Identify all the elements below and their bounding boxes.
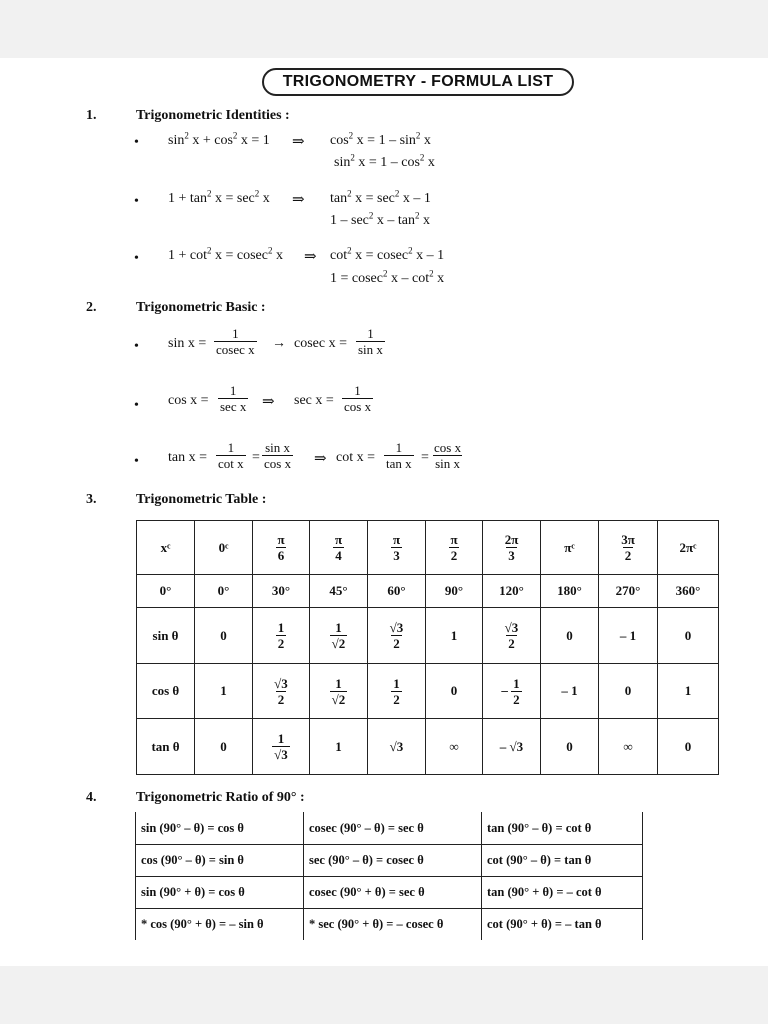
fraction: $\frac{1}{\text{sin x}}$ bbox=[358, 326, 383, 357]
section-3-title: Trigonometric Table : bbox=[136, 492, 267, 507]
radian-header-cell: $\frac{\pi}{2}$ bbox=[426, 521, 483, 575]
cos-row-cell: 0 bbox=[599, 664, 658, 719]
cos-row-cell: 1 bbox=[658, 664, 719, 719]
section-1-number: 1. bbox=[86, 108, 97, 123]
ratio-formula: cosec (90° – θ) = sec θ bbox=[309, 821, 424, 835]
ratio-formula: tan (90° + θ) = – cot θ bbox=[487, 885, 602, 899]
sin-row-cell: $\frac{1}{√2}$ bbox=[310, 608, 368, 664]
bullet: • bbox=[134, 135, 139, 150]
fraction: $\frac{1}{\text{cot x}}$ bbox=[218, 440, 244, 471]
grid-horizontal-line bbox=[135, 908, 643, 909]
fraction: $\frac{\text{cos x}}{\text{sin x}}$ bbox=[434, 440, 462, 471]
identity-3-rhs-2: 1 = cosec$^2$ x – $\cot^2 x$ bbox=[330, 268, 445, 286]
identity-2-lhs: $1 + \tan^2 x = \sec^2 x$ bbox=[168, 188, 270, 206]
degree-cell: 270° bbox=[599, 575, 658, 608]
cos-row-label-cell: cos θ bbox=[137, 664, 195, 719]
degree-cell: 120° bbox=[483, 575, 541, 608]
tan-row-label-cell: tan θ bbox=[137, 719, 195, 775]
degree-cell: 0° bbox=[137, 575, 195, 608]
tan-row-cell: ∞ bbox=[426, 719, 483, 775]
identity-2-rhs-2: $1 - \sec^2 x - \tan^2 x$ bbox=[330, 210, 430, 228]
ratio-formula: sin (90° – θ) = cos θ bbox=[141, 821, 244, 835]
cos-row-cell: 1 bbox=[195, 664, 253, 719]
ratio-formula: tan (90° – θ) = cot θ bbox=[487, 821, 592, 835]
equals: = bbox=[421, 450, 429, 465]
fraction: $\frac{\text{sin x}}{\text{cos x}}$ bbox=[264, 440, 292, 471]
identity-2-rhs-1: $\tan^2 x = \sec^2 x - 1$ bbox=[330, 188, 431, 206]
ratio-formula: sec (90° – θ) = cosec θ bbox=[309, 853, 424, 867]
degree-cell: 90° bbox=[426, 575, 483, 608]
degree-cell: 60° bbox=[368, 575, 426, 608]
implies-arrow: ⇒ bbox=[292, 192, 305, 208]
section-2-title: Trigonometric Basic : bbox=[136, 300, 266, 315]
ratio-formula: sin (90° + θ) = cos θ bbox=[141, 885, 245, 899]
tan-row-cell: 0 bbox=[541, 719, 599, 775]
ratio-formula: * cos (90° + θ) = – sin θ bbox=[141, 917, 264, 931]
document-title: TRIGONOMETRY - FORMULA LIST bbox=[282, 73, 554, 90]
cos-row-cell: $\frac{1}{2}$ bbox=[368, 664, 426, 719]
bullet: • bbox=[134, 251, 139, 266]
identity-3-rhs-1: $\cot^2 x = cosec^2$ x – 1 bbox=[330, 245, 445, 263]
identity-1-lhs: $\sin^2 x + \cos^2 x = 1$ bbox=[168, 130, 270, 148]
degree-cell: 0° bbox=[195, 575, 253, 608]
sin-lhs: sin x = bbox=[168, 336, 207, 351]
tan-row-cell: ∞ bbox=[599, 719, 658, 775]
identity-1-rhs-2: $\sin^2 x = 1 - \cos^2 x$ bbox=[334, 152, 435, 170]
tan-row-cell: 0 bbox=[658, 719, 719, 775]
fraction: $\frac{1}{\text{cosec x}}$ bbox=[216, 326, 255, 357]
fraction: $\frac{1}{\text{tan x}}$ bbox=[386, 440, 412, 471]
radian-header-cell: xᶜ bbox=[137, 521, 195, 575]
identity-3-lhs: $1 + \cot^2 x = cosec^2$ x bbox=[168, 245, 283, 263]
implies-arrow: ⇒ bbox=[262, 394, 275, 410]
bullet: • bbox=[134, 454, 139, 469]
grid-horizontal-line bbox=[135, 876, 643, 877]
tan-lhs: tan x = bbox=[168, 450, 207, 465]
section-4-title: Trigonometric Ratio of 90° : bbox=[136, 790, 305, 805]
radian-header-cell: $\frac{\pi}{6}$ bbox=[253, 521, 310, 575]
grid-horizontal-line bbox=[135, 844, 643, 845]
document-title-box bbox=[262, 68, 574, 96]
fraction: 1 sec x bbox=[220, 383, 247, 414]
sin-row-cell: $\frac{√3}{2}$ bbox=[368, 608, 426, 664]
radian-header-cell: 0ᶜ bbox=[195, 521, 253, 575]
radian-header-cell: 2πᶜ bbox=[658, 521, 719, 575]
section-3-number: 3. bbox=[86, 492, 97, 507]
cos-row-cell: – 1 bbox=[541, 664, 599, 719]
bullet: • bbox=[134, 398, 139, 413]
sin-row-cell: 0 bbox=[658, 608, 719, 664]
bullet: • bbox=[134, 194, 139, 209]
ratio-formula: cosec (90° + θ) = sec θ bbox=[309, 885, 425, 899]
implies-arrow: ⇒ bbox=[292, 134, 305, 150]
ratio-formula: cos (90° – θ) = sin θ bbox=[141, 853, 244, 867]
tan-row-cell: √3 bbox=[368, 719, 426, 775]
tan-row-cell: $\frac{1}{√3}$ bbox=[253, 719, 310, 775]
sin-row-cell: – 1 bbox=[599, 608, 658, 664]
degree-cell: 30° bbox=[253, 575, 310, 608]
radian-header-cell: πᶜ bbox=[541, 521, 599, 575]
degree-cell: 360° bbox=[658, 575, 719, 608]
ratio-formula: cot (90° + θ) = – tan θ bbox=[487, 917, 602, 931]
radian-header-cell: $\frac{\pi}{4}$ bbox=[310, 521, 368, 575]
cos-lhs: cos x = bbox=[168, 393, 209, 408]
degree-cell: 45° bbox=[310, 575, 368, 608]
ratio-formula: cot (90° – θ) = tan θ bbox=[487, 853, 592, 867]
equals: = bbox=[252, 450, 260, 465]
ratio-formula: * sec (90° + θ) = – cosec θ bbox=[309, 917, 444, 931]
section-2-number: 2. bbox=[86, 300, 97, 315]
identity-1-rhs-1: $\cos^2 x = 1 - \sin^2 x$ bbox=[330, 130, 431, 148]
section-1-title: Trigonometric Identities : bbox=[136, 108, 290, 123]
cot-lhs: cot x = bbox=[336, 450, 375, 465]
degree-cell: 180° bbox=[541, 575, 599, 608]
tan-row-cell: – √3 bbox=[483, 719, 541, 775]
bullet: • bbox=[134, 339, 139, 354]
trigonometric-table bbox=[136, 520, 719, 775]
cos-row-cell: $\frac{√3}{2}$ bbox=[253, 664, 310, 719]
cos-row-cell: – $\frac{1}{2}$ bbox=[483, 664, 541, 719]
implies-arrow: ⇒ bbox=[304, 249, 317, 265]
cosec-lhs: cosec x = bbox=[294, 336, 347, 351]
sin-row-cell: $\frac{1}{2}$ bbox=[253, 608, 310, 664]
fraction: $\frac{1}{\text{cos x}}$ bbox=[344, 383, 372, 414]
section-4-number: 4. bbox=[86, 790, 97, 805]
sec-lhs: sec x = bbox=[294, 393, 334, 408]
radian-header-cell: $\frac{3\pi}{2}$ bbox=[599, 521, 658, 575]
cos-row-cell: $\frac{1}{√2}$ bbox=[310, 664, 368, 719]
single-arrow: → bbox=[272, 336, 286, 351]
ratio-90-grid bbox=[135, 812, 643, 940]
sin-row-cell: 0 bbox=[195, 608, 253, 664]
implies-arrow: ⇒ bbox=[314, 451, 327, 467]
sin-row-cell: $\frac{√3}{2}$ bbox=[483, 608, 541, 664]
tan-row-cell: 1 bbox=[310, 719, 368, 775]
cos-row-cell: 0 bbox=[426, 664, 483, 719]
radian-header-cell: $\frac{2\pi}{3}$ bbox=[483, 521, 541, 575]
radian-header-cell: $\frac{\pi}{3}$ bbox=[368, 521, 426, 575]
sin-row-cell: 1 bbox=[426, 608, 483, 664]
sin-row-cell: 0 bbox=[541, 608, 599, 664]
tan-row-cell: 0 bbox=[195, 719, 253, 775]
sin-row-label-cell: sin θ bbox=[137, 608, 195, 664]
